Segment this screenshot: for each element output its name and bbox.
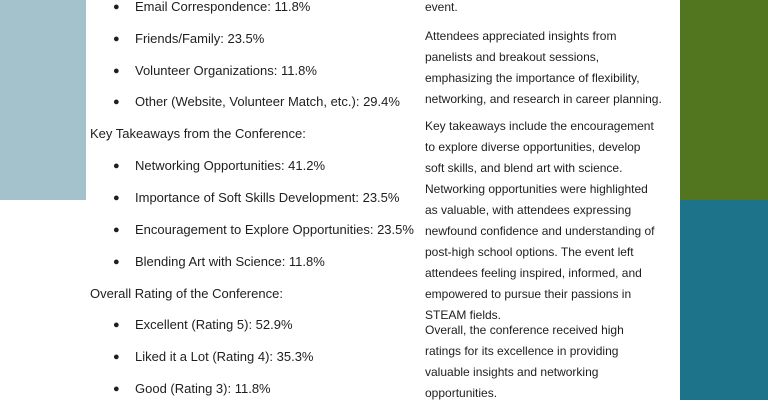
bullet-icon: ● xyxy=(113,65,120,77)
list-item: ● Excellent (Rating 5): 52.9% xyxy=(135,315,293,335)
bullet-icon: ● xyxy=(113,351,120,363)
list-item: ● Good (Rating 3): 11.8% xyxy=(135,379,271,399)
paragraph-event: event. xyxy=(425,0,458,14)
bullet-icon: ● xyxy=(113,383,120,395)
list-item: ● Friends/Family: 23.5% xyxy=(135,29,264,49)
list-item: ● Blending Art with Science: 11.8% xyxy=(135,252,325,272)
decorative-block-green xyxy=(680,0,768,200)
decorative-block-teal xyxy=(680,200,768,400)
section-heading-takeaways: Key Takeaways from the Conference: xyxy=(90,126,306,141)
section-heading-rating: Overall Rating of the Conference: xyxy=(90,286,283,301)
paragraph-takeaways: Key takeaways include the encouragement to explore diverse opportunities, develop soft skills, and blend art with science. Networking opportunities were highlighted as valuable, with attendees expressing newfound confidence and understanding of post-high school options. The event left attendees feeling inspired, informed, and empowered to pursue their passions in STEAM fields. xyxy=(425,119,655,322)
list-item: ● Networking Opportunities: 41.2% xyxy=(135,156,325,176)
bullet-icon: ● xyxy=(113,192,120,204)
list-item: ● Liked it a Lot (Rating 4): 35.3% xyxy=(135,347,314,367)
bullet-icon: ● xyxy=(113,319,120,331)
bullet-icon: ● xyxy=(113,256,120,268)
bullet-icon: ● xyxy=(113,224,120,236)
list-item: ● Encouragement to Explore Opportunities: 23.5% xyxy=(135,220,414,240)
decorative-block-left xyxy=(0,0,86,200)
bullet-icon: ● xyxy=(113,33,120,45)
paragraph-overall: Overall, the conference received high ratings for its excellence in providing valuable insights and networking opportunities. xyxy=(425,323,624,400)
list-item: ● Other (Website, Volunteer Match, etc.): 29.4% xyxy=(135,92,400,112)
bullet-icon: ● xyxy=(113,1,120,13)
list-item: ● Email Correspondence: 11.8% xyxy=(135,0,310,17)
list-item: ● Volunteer Organizations: 11.8% xyxy=(135,61,317,81)
paragraph-insights: Attendees appreciated insights from panelists and breakout sessions, emphasizing the importance of flexibility, networking, and research in career planning. xyxy=(425,29,662,106)
list-item: ● Importance of Soft Skills Development: 23.5% xyxy=(135,188,399,208)
bullet-icon: ● xyxy=(113,160,120,172)
bullet-icon: ● xyxy=(113,96,120,108)
